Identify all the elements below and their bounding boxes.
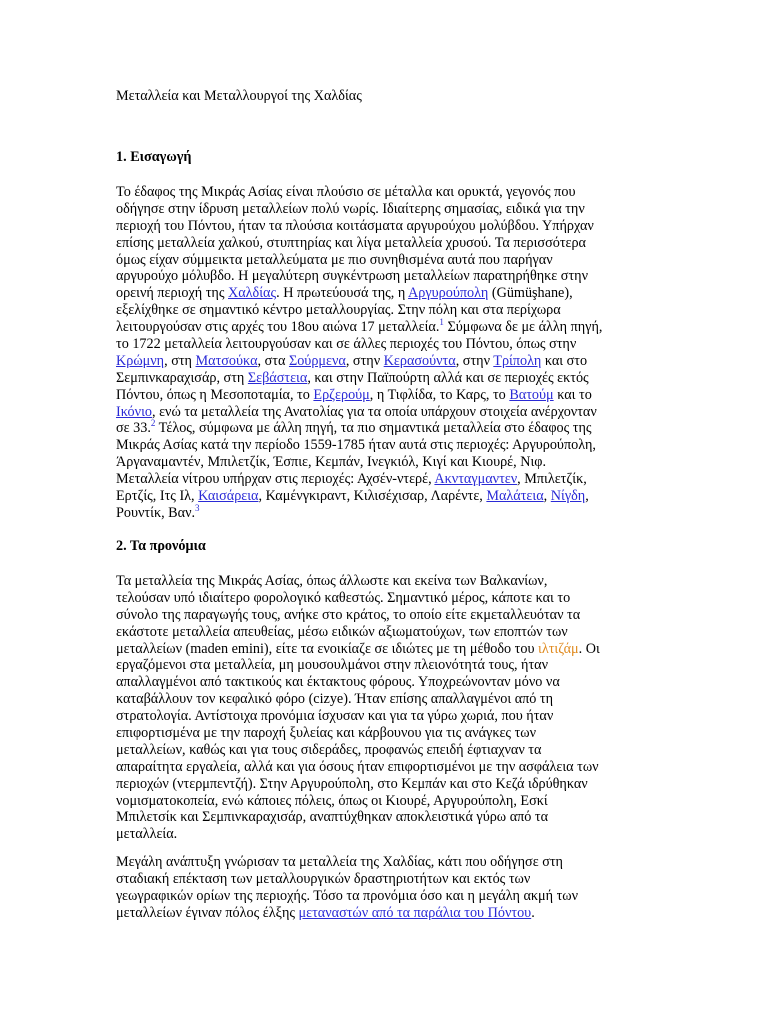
text-run: ορεινή περιοχή της: [116, 285, 228, 302]
text-run: νομισματοκοπεία, ενώ κάποιες πόλεις, όπως οι Κιουρέ, Αργυρούπολη, Εσκί: [116, 792, 548, 809]
text-run: αργυρούχο μόλυβδο. Η μεγαλύτερη συγκέντρωση μεταλλείων παρατηρήθηκε στην: [116, 268, 588, 285]
text-line: [116, 235, 656, 252]
text-run: μεταλλείων έγιναν πόλος έλξης: [116, 904, 299, 921]
text-run: και στο: [541, 352, 588, 369]
text-run: . Οι: [578, 640, 600, 657]
text-line: [116, 387, 656, 404]
footnote-reference[interactable]: 1: [439, 317, 444, 328]
section-heading-introduction: 1. Εισαγωγή: [116, 149, 192, 165]
text-line: [116, 759, 656, 776]
text-line: [116, 854, 656, 871]
paragraph-introduction: [116, 184, 656, 522]
text-run: καταβάλλουν τον κεφαλικό φόρο (cizye). Ήταν επίσης απαλλαγμένοι από τη: [116, 691, 554, 708]
text-run: Άργαναμαντέν, Μπιλετζίκ, Έσπιε, Κεμπάν, Ινεγκιόλ, Κιγί και Κιουρέ, Νιφ.: [116, 454, 547, 471]
text-run: Πόντου, όπως η Μεσοποταμία, το: [116, 386, 314, 403]
text-run: Ρουντίκ, Βαν.: [116, 504, 196, 521]
text-run: απαλλαγμένοι από τακτικούς και έκτακτους φόρους. Υποχρεώνονταν μόνο να: [116, 674, 560, 691]
text-run: και το: [553, 386, 592, 403]
text-run: σταδιακή επέκταση των μεταλλουργικών δραστηριοτήτων και εκτός των: [116, 870, 531, 887]
text-line: [116, 742, 656, 759]
text-run: Τα μεταλλεία της Μικράς Ασίας, όπως άλλωστε και εκείνα των Βαλκανίων,: [116, 573, 548, 589]
text-line: [116, 336, 656, 353]
text-run: σύνολο της παραγωγής τους, ανήκε στο κράτος, το οποίο είτε εκμεταλλευόταν τα: [116, 606, 581, 623]
text-run: Το έδαφος της Μικράς Ασίας είναι πλούσιο σε μέταλλα και ορυκτά, γεγονός που: [116, 184, 576, 200]
text-run: Μεγάλη ανάπτυξη γνώρισαν τα μεταλλεία της Χαλδίας, κάτι που οδήγησε στη: [116, 854, 563, 870]
text-run: , στην: [455, 352, 494, 369]
text-run: , η Τιφλίδα, το Καρς, το: [369, 386, 510, 403]
text-run: εργαζόμενοι στα μεταλλεία, μη μουσουλμάνοι στην πλειονότητά τους, ήταν: [116, 657, 549, 674]
text-run: ,: [543, 488, 551, 505]
text-run: μεταλλείων, καθώς και για τους σιδεράδες, προφανώς επειδή έφτιαχναν τα: [116, 741, 542, 758]
inline-link[interactable]: Σούρμενα: [288, 352, 346, 369]
inline-link[interactable]: Καισάρεια: [198, 488, 259, 505]
text-line: [116, 590, 656, 607]
text-run: σε 33.: [116, 420, 151, 437]
text-line: [116, 404, 656, 421]
text-run: οδήγησε στην ίδρυση μεταλλείων πολύ νωρίς. Ιδιαίτερης σημασίας, ειδικά για την: [116, 200, 585, 217]
text-line: [116, 725, 656, 742]
text-line: [116, 871, 656, 888]
text-run: μεταλλείων (maden emini), είτε τα ενοικίαζε σε ιδιώτες με τη μέθοδο του: [116, 640, 539, 657]
text-run: . Η πρωτεύουσά της, η: [276, 285, 409, 302]
text-run: γεωγραφικών ορίων της περιοχής. Τόσο τα προνόμια όσο και η μεγάλη ακμή των: [116, 887, 579, 904]
text-run: .: [531, 904, 535, 921]
text-line: [116, 302, 656, 319]
text-run: το 1722 μεταλλεία λειτουργούσαν και σε άλλες περιοχές του Πόντου, όπως στην: [116, 336, 577, 353]
text-run: εκάστοτε μεταλλεία απευθείας, μέσω ειδικών αξιωματούχων, των εποπτών των: [116, 623, 568, 640]
text-run: περιοχή του Πόντου, ήταν τα πλούσια κοιτάσματα αργυρούχου μολύβδου. Υπήρχαν: [116, 217, 594, 234]
text-run: , Καμένγκιραντ, Κιλισέχισαρ, Λαρέντε,: [258, 488, 487, 505]
text-line: [116, 471, 656, 488]
text-line: [116, 502, 656, 522]
text-line: [116, 285, 656, 302]
text-line: [116, 776, 656, 793]
inline-link[interactable]: Νίγδη: [550, 488, 586, 505]
text-line: [116, 370, 656, 387]
text-run: , Μπιλετζίκ,: [517, 471, 587, 488]
text-run: μεταλλεία.: [116, 826, 178, 843]
text-run: , ενώ τα μεταλλεία της Ανατολίας για τα οποία υπάρχουν στοιχεία ανέρχονταν: [151, 403, 597, 420]
inline-link[interactable]: Μαλάτεια: [486, 488, 544, 505]
text-run: όμως είχαν σύμμεικτα μεταλλεύματα με πιο συνηθισμένα αυτά που παρήγαν: [116, 251, 553, 268]
text-run: λειτουργούσαν στις αρχές του 18ου αιώνα 17 μεταλλεία.: [116, 319, 440, 336]
inline-link[interactable]: Σεβάστεια: [247, 369, 308, 386]
text-line: [116, 319, 656, 336]
text-line: [116, 218, 656, 235]
text-line: [116, 201, 656, 218]
text-run: , στη: [164, 352, 196, 369]
text-line: [116, 691, 656, 708]
document-title: Μεταλλεία και Μεταλλουργοί της Χαλδίας: [116, 88, 362, 104]
text-run: περιοχών (ντερμπεντζή). Στην Αργυρούπολη, στο Κεμπάν και στο Κεζά ιδρύθηκαν: [116, 775, 588, 792]
text-run: Ερτζίς, Ιτς Ιλ,: [116, 488, 199, 505]
text-line: [116, 624, 656, 641]
text-line: [116, 437, 656, 454]
text-run: , και στην Παϊπούρτη αλλά και σε περιοχές εκτός: [307, 369, 589, 386]
text-run: τελούσαν υπό ιδιαίτερο φορολογικό καθεστώς. Σημαντικό μέρος, κάποτε και το: [116, 589, 571, 606]
text-line: [116, 353, 656, 370]
text-line: [116, 184, 656, 201]
text-line: [116, 573, 656, 590]
footnote-reference[interactable]: 3: [195, 502, 200, 513]
inline-link[interactable]: μεταναστών από τα παράλια του Πόντου: [298, 904, 532, 921]
text-line: [116, 905, 656, 922]
text-line: [116, 674, 656, 691]
inline-link[interactable]: Ακνταγμαντεν: [434, 471, 518, 488]
text-line: [116, 268, 656, 285]
text-run: Σύμφωνα δε με άλλη πηγή,: [443, 319, 603, 336]
text-run: , στην: [345, 352, 384, 369]
inline-link[interactable]: Ερζερούμ: [313, 386, 370, 403]
inline-link[interactable]: Κρώμνη: [116, 352, 165, 369]
text-run: ,: [585, 488, 589, 505]
inline-link[interactable]: Βατούμ: [509, 386, 554, 403]
text-line: [116, 657, 656, 674]
inline-link[interactable]: Χαλδίας: [228, 285, 277, 302]
inline-link[interactable]: Ματσούκα: [195, 352, 258, 369]
inline-link[interactable]: ιλτιζάμ: [538, 640, 579, 657]
text-run: εξελίχθηκε σε σημαντικό κέντρο μεταλλουργίας. Στην πόλη και στα περίχωρα: [116, 302, 561, 319]
text-run: επίσης μεταλλεία χαλκού, στυπτηρίας και λίγα μεταλλεία χρυσού. Τα περισσότερα: [116, 234, 586, 251]
text-run: , στα: [257, 352, 289, 369]
footnote-reference[interactable]: 2: [150, 418, 156, 429]
text-line: [116, 252, 656, 269]
text-run: Σεμπινκαραχισάρ, στη: [116, 369, 248, 386]
text-line: [116, 888, 656, 905]
text-run: Τέλος, σύμφωνα με άλλη πηγή, τα πιο σημαντικά μεταλλεία στο έδαφος της: [155, 420, 592, 437]
text-line: [116, 641, 656, 658]
text-run: Μικράς Ασίας κατά την περίοδο 1559-1785 ήταν αυτά στις περιοχές: Αργυρούπολη,: [116, 437, 596, 454]
paragraph-chaldia-development: [116, 854, 656, 922]
text-run: Μεταλλεία νίτρου υπήρχαν στις περιοχές: Αχσέν-ντερέ,: [116, 471, 435, 488]
text-line: [116, 607, 656, 624]
text-line: [116, 420, 656, 437]
inline-link[interactable]: Ικόνιο: [116, 403, 152, 420]
text-line: [116, 454, 656, 471]
text-line: [116, 793, 656, 810]
text-run: απαραίτητα εργαλεία, αλλά και για όσους ήταν επιφορτισμένοι με την ασφάλεια των: [116, 758, 599, 775]
text-run: στρατολογία. Αντίστοιχα προνόμια ίσχυσαν και για τα γύρω χωριά, που ήταν: [116, 708, 554, 725]
text-line: [116, 708, 656, 725]
text-run: επιφορτισμένα με την παροχή ξυλείας και κάρβουνου για τις ανάγκες των: [116, 725, 537, 742]
inline-link[interactable]: Τρίπολη: [493, 352, 542, 369]
text-line: [116, 809, 656, 826]
text-run: Μπιλετσίκ και Σεμπινκαραχισάρ, αναπτύχθηκαν αποκλειστικά γύρω από τα: [116, 809, 549, 826]
paragraph-privileges: [116, 573, 656, 843]
section-heading-privileges: 2. Τα προνόμια: [116, 538, 206, 554]
inline-link[interactable]: Κερασούντα: [383, 352, 456, 369]
inline-link[interactable]: Αργυρούπολη: [408, 285, 489, 302]
text-run: (Gümüşhane),: [488, 285, 573, 302]
text-line: [116, 826, 656, 843]
